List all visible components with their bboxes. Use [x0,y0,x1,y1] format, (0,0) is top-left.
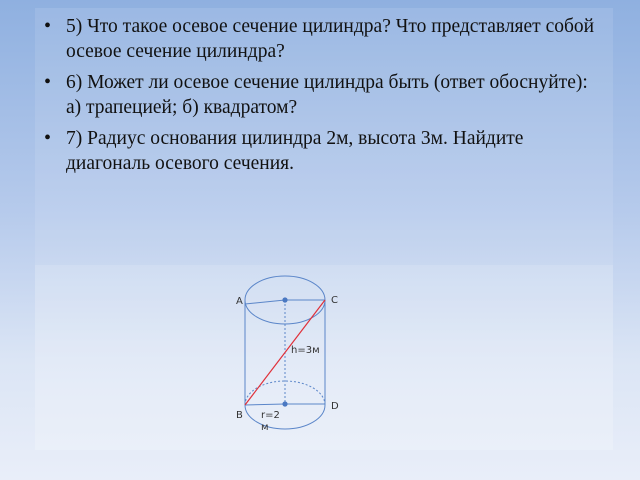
question-text: 5) Что такое осевое сечение цилиндра? Что представляет собой осевое сечение цилиндра? [66,16,595,62]
radius-label-line1: r=2 [261,410,280,421]
question-text: 7) Радиус основания цилиндра 2м, высота 3м. Найдите диагональ осевого сечения. [66,128,524,174]
point-label-c: C [331,295,338,306]
bottom-center-dot [282,401,287,406]
question-item-5 [40,14,600,64]
top-center-dot [282,297,287,302]
cylinder-bottom-front-arc [245,405,325,429]
bullet-icon: • [44,15,52,37]
point-label-a: A [236,296,243,307]
bullet-icon: • [44,71,52,93]
bullet-icon: • [44,127,52,149]
question-text: 6) Может ли осевое сечение цилиндра быть (ответ обоснуйте): а) трапецией; б) квадратом? [66,72,588,118]
top-radius-line-a [245,300,285,304]
question-item-7 [40,126,600,176]
radius-label-line2: м [261,422,269,433]
point-label-d: D [331,401,339,412]
question-item-6 [40,70,600,120]
cylinder-diagram [225,268,355,438]
bottom-radius-line-b [245,404,285,405]
question-list [40,14,600,182]
height-label: h=3м [291,345,320,356]
point-label-b: B [236,410,243,421]
